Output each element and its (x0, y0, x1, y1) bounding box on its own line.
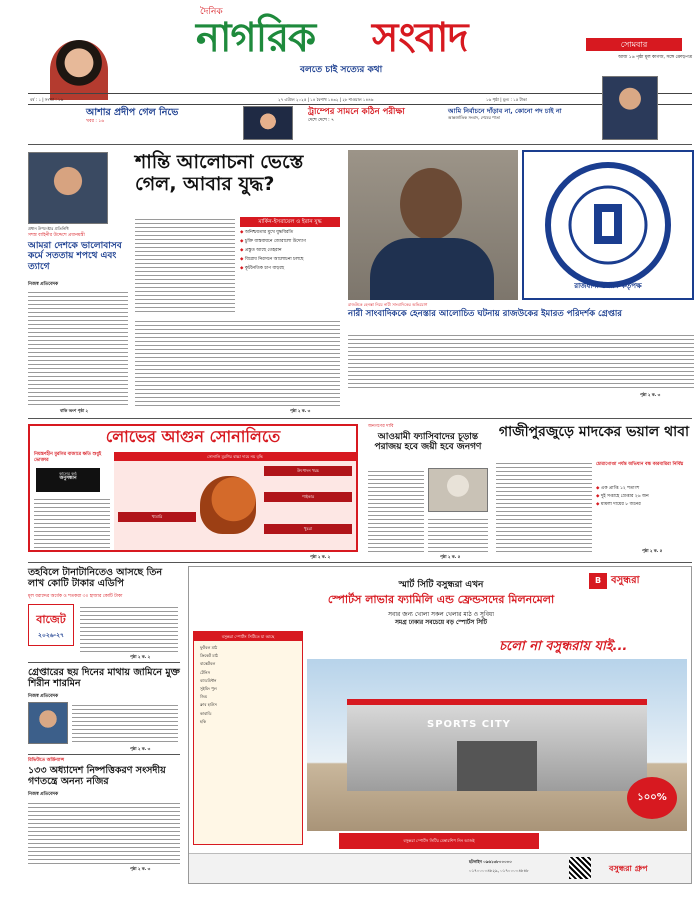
divider (28, 562, 692, 563)
teaser-2-headline: ট্রাম্পের সামনে কঠিন পরীক্ষা (308, 107, 405, 117)
person-body (370, 238, 494, 300)
ad-stadium-scene (307, 659, 687, 831)
ad-list-item: টেনিস (200, 669, 210, 675)
ad-hotline: হটলাইন ০৯৬১৩৮০০০০০ (469, 859, 512, 864)
masthead-tagline: বলতে চাই সত্যের কথা (300, 65, 383, 75)
masthead-prefix: দৈনিক (200, 7, 223, 17)
gold-badge (36, 468, 100, 492)
shirin-byline: নিজস্ব প্রতিবেদক (28, 694, 59, 699)
teaser-2[interactable] (308, 108, 428, 138)
ad-brand-name: বসুন্ধরা (611, 575, 640, 586)
photo-caption: রাজউকে হেনস্তা নিয়ে নারী সাংবাদিকের অভিযোগ (348, 302, 428, 307)
teaser-1-headline: আশার প্রদীপ গেল নিভে (86, 107, 179, 118)
ad-list-item: হকি (200, 718, 207, 724)
offer-seal-text: ১০০% (637, 792, 667, 803)
gazipur-kicker: চোরাগোপ্তা পর্যন্ত অভিযান বন্ধ কারবারিরা নির্বিঘ্ন (596, 462, 684, 467)
rajuk-photo (348, 150, 518, 300)
meta-price: ১৬ পৃষ্ঠা | মূল্য : ১৫ টাকা (486, 97, 527, 102)
meta-strip (28, 93, 692, 105)
fascist-body-left (368, 468, 424, 552)
gold-item: উৎপাদন খরচ (264, 466, 352, 476)
fascist-kicker: জনগণের দাবি (368, 424, 394, 429)
masthead-title-right: সংবাদ (372, 15, 468, 61)
official-photo (28, 152, 108, 224)
meta-date: ২৭ এপ্রিল ২০২৫ | ১৪ বৈশাখ ১৪৩২ | ২৮ শাওয়াল ১৪৪৬ (278, 97, 374, 102)
trump-photo (243, 106, 293, 140)
ad-footer (189, 853, 691, 883)
ad-footer-brand: বসুন্ধরা গ্রুপ (609, 864, 648, 873)
divider (28, 662, 180, 663)
gold-item: পাইকার (264, 492, 352, 502)
gold-item: খামারি (118, 512, 196, 522)
budget-logo-year: ২০২৬-২৭ (38, 632, 64, 639)
gazipur-stat: ◆ মামলা দায়ের ৮ জনের (596, 502, 692, 508)
rajuk-logo-text: রাজধানী উন্নয়ন কর্তৃপক্ষ (574, 282, 642, 290)
divider (28, 754, 180, 755)
ordinance-kicker: রিভিউতে অর্ডিন্যান্স (28, 758, 64, 763)
gazipur-stat: ◆ এক প্রাপ্তি ১২ শতাংশ (596, 486, 692, 492)
ordinance-byline: নিজস্ব প্রতিবেদক (28, 792, 59, 797)
ad-list-item: কাবাডি (200, 710, 212, 716)
hen-illustration (200, 476, 256, 534)
gazipur-stats (596, 486, 692, 508)
fascist-body-right (428, 516, 488, 552)
lead-kicker: মার্কিন-ইসরায়েল ও ইরান যুদ্ধ (240, 217, 340, 227)
ad-list-title: বসুন্ধরা স্পোর্টস সিটিতে যা আছে (194, 632, 302, 641)
shirin-body (72, 702, 178, 744)
teaser-3-ref: আন্তর্জাতিক সংবাদ, শেষের পাতা (448, 115, 501, 121)
rajuk-emblem (524, 152, 692, 298)
portrait-singer (50, 40, 108, 100)
ordinance-body (28, 800, 180, 864)
lead-body-bottom (135, 318, 340, 406)
left-headline: আমরা দেশকে ভালোবাসব কর্মে সততায় শপথে এবং ত্যাগে (28, 241, 122, 272)
ordinance-headline: ১৩৩ অধ্যাদেশ নিষ্পত্তিকরণ সংসদীয় গণতন্ত্রে অনন্য নজির (28, 765, 166, 787)
gold-badge-1: কালের কণ্ঠ (59, 471, 77, 476)
shirin-page-ref: পৃষ্ঠা ২ ক. ৩ (130, 746, 151, 751)
gold-box (28, 424, 358, 552)
official-caption: প্রধান উপদেষ্টার প্রতিনিধি (28, 226, 69, 231)
gold-chart (114, 452, 356, 550)
budget-logo (28, 604, 74, 646)
gold-body (34, 496, 110, 550)
lead-page-ref: পৃষ্ঠা ২ ক. ৩ (290, 408, 311, 413)
ad-list-item: ক্রিকেট মাঠ (200, 653, 218, 659)
tunnel-headline: তহবিলে টানাটানিতেও আসছে তিন লাখ কোটি টাকার এডিপি (28, 567, 163, 589)
ad-phones: ০১৭০০০০৪৮২৯, ০১৭০০০০৪৮৪৮ (469, 868, 529, 873)
rajuk-logo-box (522, 150, 694, 300)
tunnel-body (80, 604, 178, 652)
bashundhara-ad[interactable] (188, 566, 692, 884)
photo-story-headline: নারী সাংবাদিককে হেনস্তার আলোচিত ঘটনায় রাজউকের ইমারত পরিদর্শক গ্রেপ্তার (348, 309, 622, 319)
left-kicker: সশস্ত্র বাহিনীর উদ্দেশে প্রধানমন্ত্রী (28, 233, 85, 238)
ad-brand-icon: B (589, 573, 607, 589)
gold-page-ref: পৃষ্ঠা ২ ক. ২ (310, 554, 331, 559)
person-head (400, 168, 462, 240)
photo-story-body (348, 332, 694, 390)
shirin-headline: গ্রেপ্তারের ছয় দিনের মাথায় জামিনে মুক্ত শিরীন শারমিন (28, 667, 180, 689)
photo-story-page-ref: পৃষ্ঠা ২ ক. ৩ (640, 392, 661, 397)
teaser-row (28, 106, 692, 140)
gold-subtitle: নিয়ন্ত্রণহীন মুরগির বাজারে ক্ষতি শুধুই ভোক্তার (34, 452, 102, 463)
day-label: সোমবার (586, 38, 682, 51)
ad-line3: সবার জন্য খোলা সকল খেলার মাঠ ও সুবিধা (387, 611, 495, 618)
gazipur-stat: ◆ দুই সপ্তাহে গ্রেপ্তার ২৬ জন (596, 494, 692, 500)
ad-list-item: ব্যাডমিন্টন (200, 677, 217, 683)
masthead-title-left: নাগরিক (196, 15, 316, 61)
teaser-3[interactable] (448, 108, 598, 138)
ad-line2: স্পোর্টস লাভার ফ্যামিলি এন্ড ফ্রেন্ডসদের মিলনমেলা (327, 593, 555, 606)
tunnel-page-ref: পৃষ্ঠা ২ ক. ২ (130, 654, 151, 659)
qr-code-icon (569, 857, 591, 879)
divider (28, 418, 692, 419)
gazipur-body (496, 460, 592, 552)
budget-logo-label: বাজেট (36, 613, 66, 626)
lead-bullets (240, 230, 340, 272)
tunnel-kicker: মূল বরাদ্দের অর্ধেক ও শতকরা ৩০ হাজার কোটি টাকা (28, 594, 123, 599)
teaser-3-headline: আমি নির্বাচনে দাঁড়াব না, কোনো পদ চাই না (448, 107, 562, 115)
lead-bullet: ◆ কূটনৈতিক চাপ বাড়ছে (240, 266, 340, 272)
gold-badge-2: অনুসন্ধান (59, 476, 77, 482)
stadium-label: SPORTS CITY (427, 719, 511, 730)
ordinance-page-ref: পৃষ্ঠা ২ ক. ৩ (130, 866, 151, 871)
ad-list-item: ক্লাব হাউস (200, 702, 217, 708)
gazipur-page-ref: পৃষ্ঠা ২ ক. ৫ (642, 548, 663, 553)
shirin-photo (28, 702, 68, 744)
teaser-1-ref: খবর : ১৬ (86, 118, 105, 124)
left-byline: নিজস্ব প্রতিবেদক (28, 282, 59, 287)
ad-footer-note: বসুন্ধরা স্পোর্টস সিটির মেম্বারশিপ নিন আজই (339, 833, 539, 849)
gold-infobar: সোনালি মুরগির বাচ্চা দামে নয় বৃদ্ধি (114, 452, 356, 461)
ad-list-item: জিম (200, 694, 207, 700)
divider (28, 144, 692, 145)
ad-line1: স্মার্ট সিটি বসুন্ধরা এখন (398, 580, 484, 590)
gold-title: লোভের আগুন সোনালিতে (105, 427, 281, 446)
gold-item: খুচরা (264, 524, 352, 534)
teaser-2-ref: দেশে দেশে : ৭ (308, 117, 335, 123)
lead-headline: শান্তি আলোচনা ভেস্তে গেল, আবার যুদ্ধ? (135, 151, 304, 195)
fascist-page-ref: পৃষ্ঠা ২ ক. ৫ (440, 554, 461, 559)
ad-list-item: ফুটবল মাঠ (200, 645, 218, 650)
ad-line4: সমগ্র ঢাকার সবচেয়ে বড় স্পোর্টস সিটি (394, 619, 488, 626)
offer-seal (627, 777, 677, 819)
fascist-photo (428, 468, 488, 512)
teaser-1[interactable] (86, 108, 206, 138)
lead-body-left (135, 216, 235, 312)
lead-bullet: ◆ বিরোধ নিরসনে আলোচনা চলছে (240, 257, 340, 263)
ad-list-item: বাস্কেটবল (200, 661, 216, 667)
ad-list-item: সুইমিং পুল (200, 686, 217, 692)
teaser-3-photo (602, 76, 658, 140)
stadium-gate (457, 741, 537, 791)
meta-issue: বর্ষ : ১ | সংখ্যা : ১৬ (30, 97, 64, 102)
supplement-note: আজ ১৬ পৃষ্ঠা মূল কাগজ, সঙ্গে ক্রোড়পত্র (618, 55, 692, 60)
fascist-headline: আওয়ামী ফ্যাসিবাদের চূড়ান্ত পরাজয় হবে জয়ী হবে জনগণ (374, 432, 482, 453)
lead-bullet: ◆ প্রস্তুত আছে তেহরান (240, 248, 340, 254)
lead-bullet: ◆ চুক্তি বাস্তবায়নে জোরালো উদ্যোগ (240, 239, 340, 245)
left-page-ref: বাকি অংশ পৃষ্ঠা ২ (60, 408, 89, 413)
ad-facility-panel (193, 631, 303, 845)
gazipur-headline: গাজীপুরজুড়ে মাদকের ভয়াল থাবা (498, 424, 690, 440)
ad-cta: চলো না বসুন্ধরায় যাই... (499, 639, 628, 654)
left-body (28, 289, 128, 407)
lead-bullet: ◆ অনিশ্চয়তার মুখে যুদ্ধবিরতি (240, 230, 340, 236)
